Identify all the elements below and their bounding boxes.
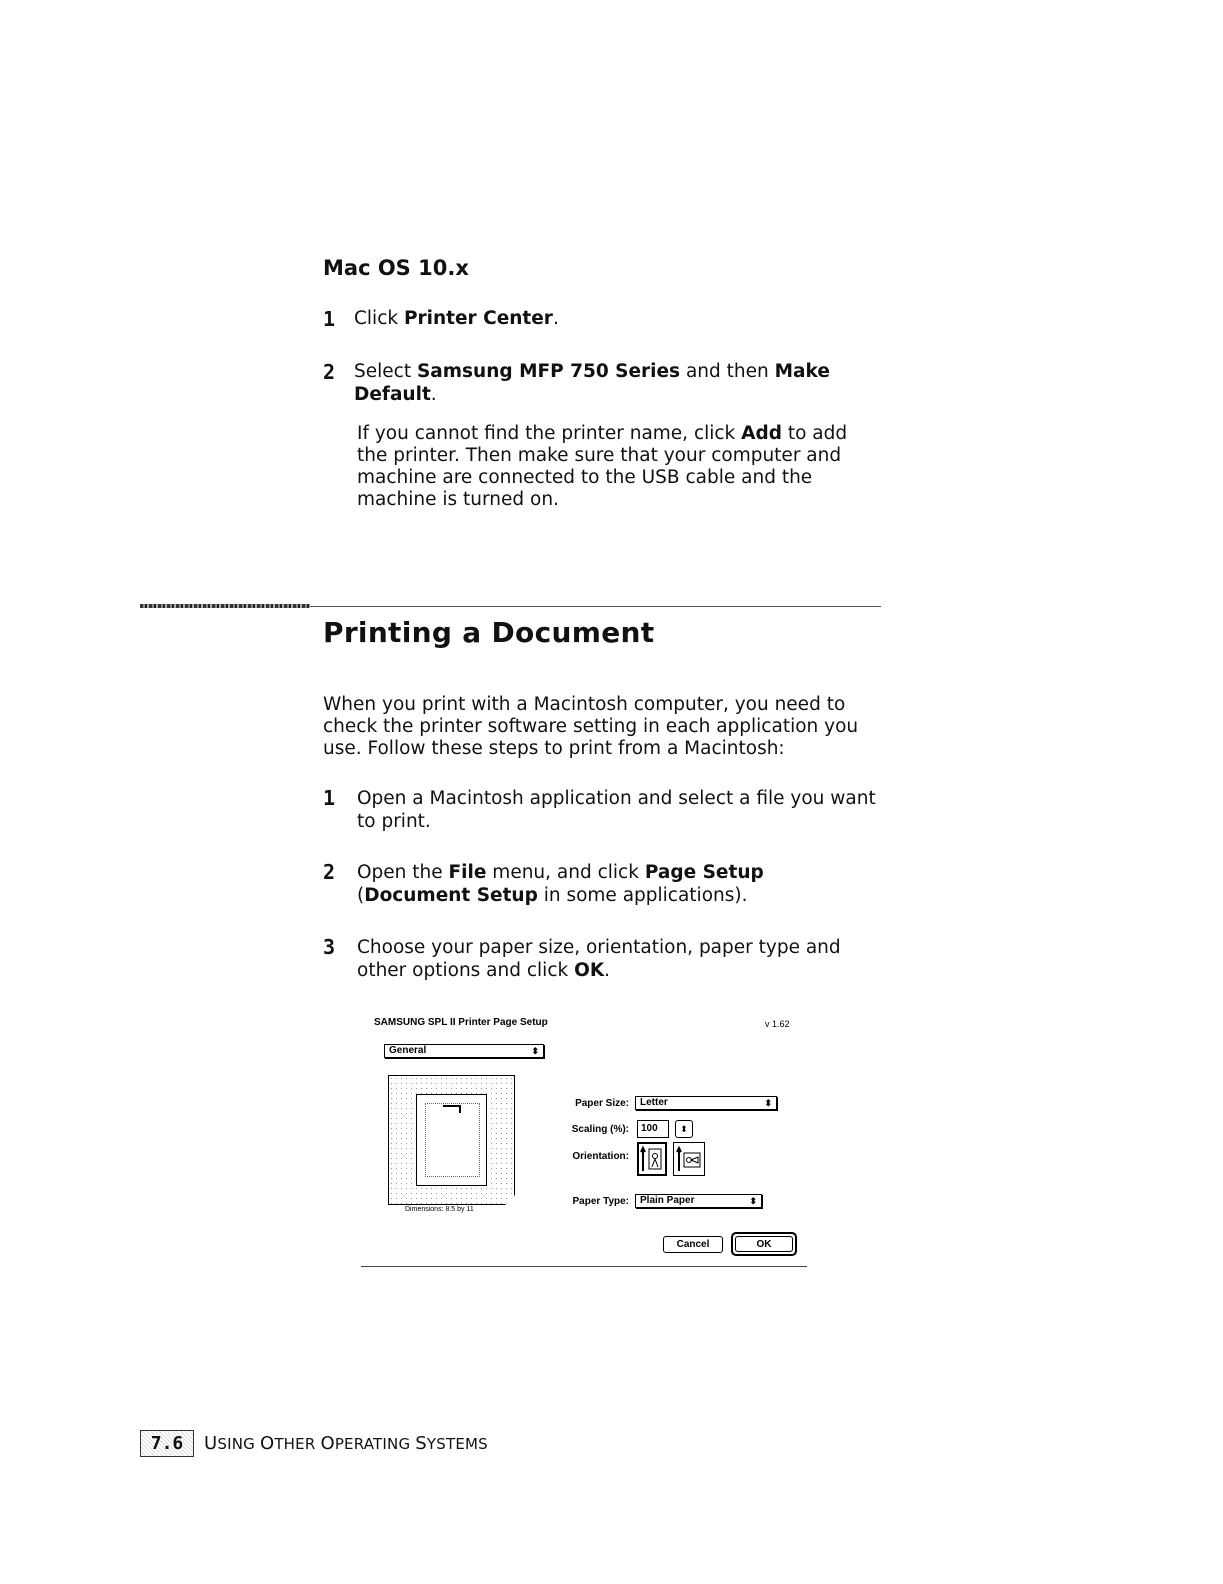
note-text-part: to add the printer. Then make sure that your computer and machine are connected to the USB cable and the machine is turned on. [357,423,848,510]
popup-arrows-icon: ⬍ [764,1098,772,1108]
orientation-label: Orientation: [572,1151,629,1162]
popup-arrows-icon: ⬍ [531,1046,539,1056]
step-text-part: Choose your paper size, orientation, paper type and other options and click [357,937,841,981]
intro-paragraph: When you print with a Macintosh computer, you need to check the printer software setting in each application you use. Follow these steps to print from a Macintosh: [323,694,859,759]
paper-size-value: Letter [640,1097,668,1108]
print-step-3-text [357,936,882,982]
step-number: 2 [323,860,336,884]
paper-sheet-preview [416,1094,487,1186]
step-number: 1 [323,307,336,331]
step-text-part: Open the [357,862,449,883]
dialog-version: v 1.62 [765,1019,790,1029]
orientation-landscape-button[interactable] [673,1142,705,1176]
chapter-word: YSTEMS [426,1435,488,1453]
chapter-word: SING [217,1435,260,1453]
stepper-arrows-icon: ⬍ [680,1123,688,1134]
ok-button[interactable]: OK [735,1236,793,1252]
cancel-button[interactable]: Cancel [663,1236,723,1253]
step-text-part: in some applications). [537,885,748,906]
step-2-text [354,360,834,406]
step-number: 3 [323,935,336,959]
popup-arrows-icon: ⬍ [749,1196,757,1206]
scaling-stepper[interactable] [675,1120,693,1138]
section-rule [310,606,881,607]
portrait-orientation-icon [640,1145,664,1173]
chapter-cap: U [204,1433,218,1454]
print-step-2-text [357,861,882,907]
step-text-part: ( [357,885,365,906]
scaling-input[interactable]: 100 [637,1120,669,1138]
chapter-cap: O [320,1433,335,1454]
panel-popup-value: General [389,1045,427,1056]
step-bold-term: Samsung MFP 750 Series [416,361,681,382]
step-bold-term: File [448,862,487,883]
scaling-label: Scaling (%): [571,1124,629,1135]
note-bold-term: Add [741,423,782,444]
dialog-bottom-edge [361,1266,807,1267]
step-text-part: and then [680,361,775,382]
page-setup-dialog [355,1000,815,1272]
chapter-word: THER [274,1435,321,1453]
printable-area [425,1103,480,1177]
step-number: 2 [323,360,336,384]
paper-size-popup[interactable] [635,1096,777,1110]
note-text-part: If you cannot find the printer name, click [357,423,742,444]
panel-popup[interactable] [384,1044,544,1058]
section-rule-accent [140,604,310,608]
chapter-cap: S [415,1433,427,1454]
step-bold-term: Make Default [354,361,830,405]
step-text-part: . [430,384,437,405]
step-text-part: menu, and click [486,862,645,883]
paper-size-label: Paper Size: [575,1098,629,1109]
step-1-text [354,307,559,330]
section-heading-mac-os-10x: Mac OS 10.x [323,256,469,280]
dimensions-label: Dimensions: 8.5 by 11 [405,1206,474,1213]
footer-chapter-title [204,1433,488,1454]
step-bold-term: Page Setup [644,862,764,883]
paper-type-popup[interactable] [635,1194,762,1208]
chapter-word: PERATING [334,1435,416,1453]
step-text-part: Click [354,308,404,329]
step-2-note [357,423,882,511]
step-bold-term: OK [574,960,605,981]
page-title: Printing a Document [323,616,655,649]
chapter-cap: O [259,1433,275,1454]
step-bold-term: Printer Center [403,308,553,329]
page-number: 7.6 [140,1430,194,1457]
step-bold-term: Document Setup [364,885,538,906]
dialog-title: SAMSUNG SPL II Printer Page Setup [374,1017,548,1028]
step-text-part: Select [354,361,417,382]
step-text-part: . [604,960,611,981]
ok-button-frame[interactable] [731,1232,797,1256]
step-text-part: . [552,308,559,329]
paper-type-value: Plain Paper [640,1195,695,1206]
paper-type-label: Paper Type: [572,1196,629,1207]
print-step-1-text: Open a Macintosh application and select a file you want to print. [357,788,876,832]
step-number: 1 [323,786,336,810]
page-fold-icon [505,1195,515,1205]
landscape-orientation-icon [676,1145,702,1173]
page-preview [388,1075,515,1205]
orientation-portrait-button[interactable] [637,1142,667,1176]
page-corner-mark-icon [443,1105,461,1113]
